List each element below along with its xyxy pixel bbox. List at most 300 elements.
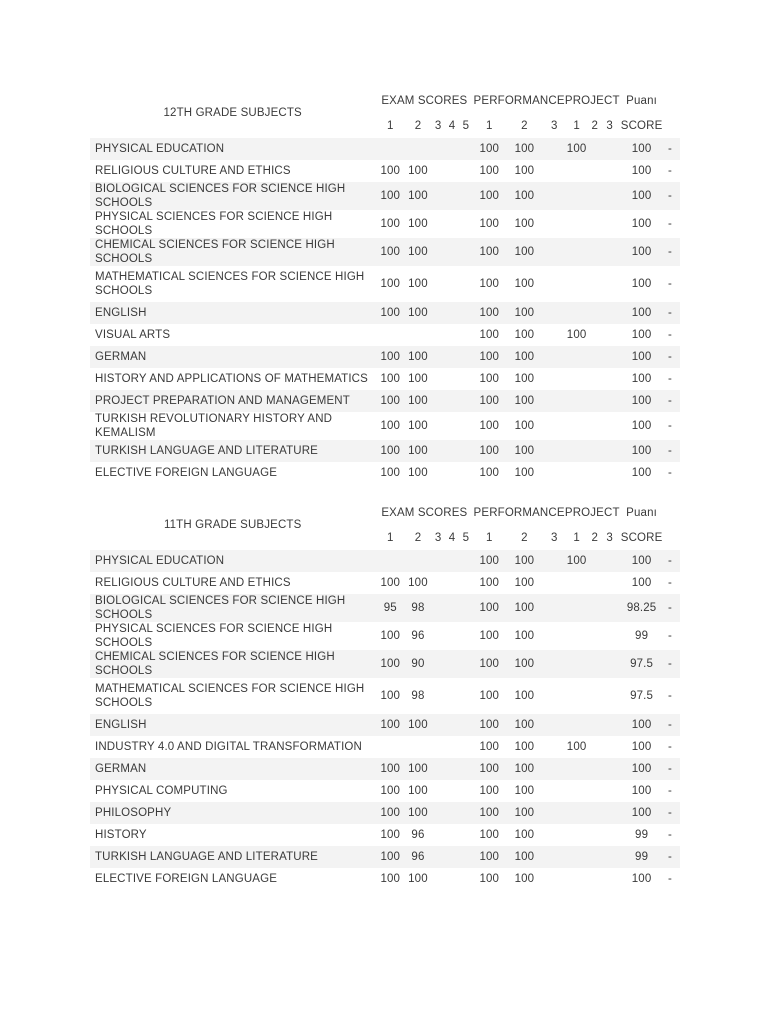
exam-2-cell: 100 — [408, 218, 428, 230]
dash-cell: - — [668, 555, 672, 567]
project-3-cell — [601, 412, 618, 440]
perf-2-cell: 100 — [514, 658, 535, 670]
exam-1-cell: 100 — [380, 373, 401, 385]
dash-cell: - — [668, 785, 672, 797]
exam-1-cell: 100 — [380, 873, 401, 885]
table-row — [90, 736, 680, 758]
proj-col-1: 1 — [573, 119, 580, 132]
exam-2-cell: 90 — [411, 658, 425, 670]
dash-cell: - — [668, 719, 672, 731]
score-cell: 100 — [631, 329, 652, 341]
exam-4-cell — [446, 868, 459, 890]
subject-cell: PHYSICAL SCIENCES FOR SCIENCE HIGH SCHOOLS — [95, 211, 333, 237]
project-2-cell — [588, 594, 601, 622]
score-cell: 100 — [631, 218, 652, 230]
project-3-cell — [601, 572, 618, 594]
exam-1-cell: 100 — [380, 807, 401, 819]
perf-1-cell: 100 — [479, 218, 500, 230]
project-2-cell — [588, 868, 601, 890]
project-3-cell — [601, 714, 618, 736]
perf-3-cell — [544, 440, 565, 462]
exam-1-cell: 100 — [380, 763, 401, 775]
exam-5-cell — [458, 238, 473, 266]
perf-3-cell — [544, 368, 565, 390]
exam-1-cell: 100 — [380, 719, 401, 731]
proj-col-3: 3 — [606, 119, 613, 132]
exam-3-cell — [431, 440, 446, 462]
perf-1-cell: 100 — [479, 467, 500, 479]
score-cell: 100 — [631, 445, 652, 457]
exam-3-cell — [431, 650, 446, 678]
exam-5-cell — [458, 824, 473, 846]
project-3-cell — [601, 266, 618, 302]
perf-1-cell: 100 — [479, 351, 500, 363]
score-cell: 100 — [631, 351, 652, 363]
perf-3-cell — [544, 622, 565, 650]
dash-cell: - — [668, 445, 672, 457]
exam-2-cell: 100 — [408, 577, 428, 589]
score-cell: 100 — [631, 741, 652, 753]
proj-col-1: 1 — [573, 531, 580, 544]
perf-3-cell — [544, 868, 565, 890]
dash-cell: - — [668, 190, 672, 202]
dash-cell: - — [668, 658, 672, 670]
exam-3-cell — [431, 266, 446, 302]
table-row — [90, 368, 680, 390]
exam-1-cell: 100 — [380, 165, 401, 177]
project-1-cell — [565, 266, 588, 302]
exam-5-cell — [458, 868, 473, 890]
perf-col-1: 1 — [486, 119, 493, 132]
table-row — [90, 160, 680, 182]
project-3-cell — [601, 440, 618, 462]
score-cell: 100 — [631, 373, 652, 385]
exam-5-cell — [458, 802, 473, 824]
project-1-cell — [565, 346, 588, 368]
perf-3-cell — [544, 238, 565, 266]
project-2-cell — [588, 324, 601, 346]
project-1-cell — [565, 440, 588, 462]
exam-col-4: 4 — [448, 119, 456, 132]
subject-cell: PROJECT PREPARATION AND MANAGEMENT — [95, 395, 350, 407]
exam-2-cell: 100 — [408, 351, 428, 363]
project-2-cell — [588, 302, 601, 324]
score-cell: 100 — [631, 278, 652, 290]
project-3-cell — [601, 462, 618, 484]
exam-2-cell — [405, 324, 431, 346]
project-3-cell — [601, 182, 618, 210]
exam-col-4: 4 — [448, 531, 456, 544]
table-row — [90, 846, 680, 868]
exam-3-cell — [431, 678, 446, 714]
exam-3-cell — [431, 210, 446, 238]
perf-col-3: 3 — [550, 119, 558, 132]
perf-3-cell — [544, 138, 565, 160]
exam-1-cell: 100 — [380, 218, 401, 230]
exam-1-cell — [375, 736, 405, 758]
project-2-cell — [588, 160, 601, 182]
perf-3-cell — [544, 324, 565, 346]
exam-1-cell: 100 — [380, 577, 401, 589]
perf-3-cell — [544, 182, 565, 210]
project-1-cell — [565, 780, 588, 802]
table-row — [90, 550, 680, 572]
project-1-cell — [565, 650, 588, 678]
exam-2-cell: 96 — [411, 851, 425, 863]
exam-4-cell — [446, 210, 459, 238]
subject-cell: MATHEMATICAL SCIENCES FOR SCIENCE HIGH SCHOOLS — [95, 271, 365, 297]
exam-5-cell — [458, 572, 473, 594]
exam-5-cell — [458, 324, 473, 346]
score-cell: 100 — [631, 873, 652, 885]
dash-cell: - — [668, 741, 672, 753]
project-3-cell — [601, 650, 618, 678]
score-cell: 100 — [631, 307, 652, 319]
perf-3-cell — [544, 678, 565, 714]
exam-4-cell — [446, 368, 459, 390]
project-2-cell — [588, 346, 601, 368]
project-2-cell — [588, 846, 601, 868]
perf-3-cell — [544, 266, 565, 302]
project-3-cell — [601, 302, 618, 324]
table-row — [90, 238, 680, 266]
exam-2-cell: 100 — [408, 785, 428, 797]
table-row — [90, 868, 680, 890]
project-2-cell — [588, 368, 601, 390]
dash-cell: - — [668, 602, 672, 614]
perf-2-cell: 100 — [514, 143, 535, 155]
dash-cell: - — [668, 395, 672, 407]
perf-1-cell: 100 — [479, 143, 500, 155]
score-cell: 100 — [631, 719, 652, 731]
perf-2-cell: 100 — [514, 246, 535, 258]
project-2-cell — [588, 650, 601, 678]
exam-5-cell — [458, 622, 473, 650]
exam-5-cell — [458, 650, 473, 678]
project-1-cell: 100 — [566, 555, 587, 567]
perf-2-cell: 100 — [514, 630, 535, 642]
dash-cell: - — [668, 329, 672, 341]
exam-5-cell — [458, 302, 473, 324]
project-1-cell — [565, 846, 588, 868]
perf-3-cell — [544, 824, 565, 846]
exam-4-cell — [446, 238, 459, 266]
exam-3-cell — [431, 324, 446, 346]
project-3-cell — [601, 346, 618, 368]
project-3-cell — [601, 324, 618, 346]
exam-4-cell — [446, 758, 459, 780]
exam-3-cell — [431, 390, 446, 412]
exam-5-cell — [458, 736, 473, 758]
exam-1-cell: 95 — [383, 602, 397, 614]
subject-cell: PHILOSOPHY — [95, 807, 172, 819]
perf-1-cell: 100 — [479, 658, 500, 670]
exam-4-cell — [446, 714, 459, 736]
project-1-cell — [565, 238, 588, 266]
score-cell: 100 — [631, 165, 652, 177]
exam-col-3: 3 — [434, 531, 442, 544]
table-row — [90, 594, 680, 622]
project-1-cell — [565, 182, 588, 210]
subject-cell: BIOLOGICAL SCIENCES FOR SCIENCE HIGH SCHOOLS — [95, 595, 346, 621]
perf-2-cell: 100 — [514, 577, 535, 589]
project-2-cell — [588, 390, 601, 412]
exam-2-cell: 100 — [408, 719, 428, 731]
exam-2-cell: 100 — [408, 307, 428, 319]
project-1-cell — [565, 758, 588, 780]
dash-cell: - — [668, 851, 672, 863]
grade-12-rows — [90, 138, 680, 484]
dash-cell: - — [668, 829, 672, 841]
exam-3-cell — [431, 714, 446, 736]
project-2-cell — [588, 182, 601, 210]
exam-4-cell — [446, 802, 459, 824]
project-3-cell — [601, 736, 618, 758]
subject-cell: ENGLISH — [95, 719, 147, 731]
exam-1-cell — [375, 324, 405, 346]
project-2-cell — [588, 550, 601, 572]
exam-1-cell: 100 — [380, 395, 401, 407]
exam-1-cell: 100 — [380, 420, 401, 432]
exam-1-cell: 100 — [380, 307, 401, 319]
exam-2-cell: 100 — [408, 873, 428, 885]
perf-2-cell: 100 — [514, 165, 535, 177]
exam-3-cell — [431, 368, 446, 390]
dash-cell: - — [668, 278, 672, 290]
table-row — [90, 824, 680, 846]
dash-cell: - — [668, 165, 672, 177]
perf-3-cell — [544, 650, 565, 678]
exam-3-cell — [431, 138, 446, 160]
score-cell: 98.25 — [626, 602, 657, 614]
dash-cell: - — [668, 307, 672, 319]
perf-2-cell: 100 — [514, 785, 535, 797]
exam-4-cell — [446, 324, 459, 346]
grade-12-table — [90, 88, 680, 484]
project-header: PROJECT — [564, 506, 620, 519]
perf-2-cell: 100 — [514, 395, 535, 407]
exam-5-cell — [458, 368, 473, 390]
dash-cell: - — [668, 218, 672, 230]
exam-3-cell — [431, 572, 446, 594]
table-row — [90, 266, 680, 302]
score-cell: 100 — [631, 395, 652, 407]
exam-4-cell — [446, 302, 459, 324]
exam-2-cell: 100 — [408, 420, 428, 432]
project-1-cell: 100 — [566, 329, 587, 341]
perf-2-cell: 100 — [514, 829, 535, 841]
perf-2-cell: 100 — [514, 602, 535, 614]
project-3-cell — [601, 368, 618, 390]
exam-2-cell: 100 — [408, 807, 428, 819]
score-cell: 100 — [631, 420, 652, 432]
project-1-cell — [565, 868, 588, 890]
score-cell: 97.5 — [630, 690, 654, 702]
subject-cell: TURKISH REVOLUTIONARY HISTORY AND KEMALISM — [95, 413, 333, 439]
exam-scores-header: EXAM SCORES — [381, 506, 468, 519]
table-row — [90, 714, 680, 736]
score-cell: 100 — [631, 190, 652, 202]
exam-4-cell — [446, 622, 459, 650]
subject-cell: CHEMICAL SCIENCES FOR SCIENCE HIGH SCHOOLS — [95, 239, 335, 265]
perf-1-cell: 100 — [479, 851, 500, 863]
perf-2-cell: 100 — [514, 445, 535, 457]
exam-1-cell: 100 — [380, 190, 401, 202]
score-cell: 97.5 — [630, 658, 654, 670]
exam-5-cell — [458, 846, 473, 868]
perf-1-cell: 100 — [479, 373, 500, 385]
project-2-cell — [588, 758, 601, 780]
perf-2-cell: 100 — [514, 329, 535, 341]
exam-4-cell — [446, 678, 459, 714]
exam-col-1: 1 — [387, 119, 394, 132]
exam-3-cell — [431, 182, 446, 210]
project-1-cell — [565, 462, 588, 484]
exam-1-cell: 100 — [380, 785, 401, 797]
project-1-cell — [565, 714, 588, 736]
perf-3-cell — [544, 302, 565, 324]
exam-4-cell — [446, 266, 459, 302]
perf-3-cell — [544, 780, 565, 802]
score-cell: 100 — [631, 246, 652, 258]
dash-cell: - — [668, 630, 672, 642]
perf-1-cell: 100 — [479, 741, 500, 753]
subject-cell: HISTORY AND APPLICATIONS OF MATHEMATICS — [95, 373, 368, 385]
exam-4-cell — [446, 346, 459, 368]
perf-1-cell: 100 — [479, 690, 500, 702]
exam-4-cell — [446, 462, 459, 484]
perf-2-cell: 100 — [514, 307, 535, 319]
perf-3-cell — [544, 802, 565, 824]
perf-3-cell — [544, 462, 565, 484]
exam-5-cell — [458, 462, 473, 484]
exam-5-cell — [458, 182, 473, 210]
exam-4-cell — [446, 390, 459, 412]
project-2-cell — [588, 412, 601, 440]
perf-1-cell: 100 — [479, 785, 500, 797]
perf-1-cell: 100 — [479, 555, 500, 567]
table-row — [90, 138, 680, 160]
dash-cell: - — [668, 807, 672, 819]
project-2-cell — [588, 736, 601, 758]
project-2-cell — [588, 622, 601, 650]
table-row — [90, 572, 680, 594]
subject-cell: PHYSICAL COMPUTING — [95, 785, 228, 797]
dash-cell: - — [668, 873, 672, 885]
project-2-cell — [588, 238, 601, 266]
project-3-cell — [601, 390, 618, 412]
project-3-cell — [601, 846, 618, 868]
exam-5-cell — [458, 138, 473, 160]
exam-1-cell: 100 — [380, 445, 401, 457]
exam-3-cell — [431, 824, 446, 846]
perf-2-cell: 100 — [514, 555, 535, 567]
exam-col-1: 1 — [387, 531, 394, 544]
project-3-cell — [601, 802, 618, 824]
exam-4-cell — [446, 736, 459, 758]
exam-2-cell: 98 — [411, 602, 425, 614]
exam-5-cell — [458, 780, 473, 802]
exam-5-cell — [458, 390, 473, 412]
perf-1-cell: 100 — [479, 307, 500, 319]
project-1-cell — [565, 160, 588, 182]
project-1-cell — [565, 390, 588, 412]
dash-cell: - — [668, 246, 672, 258]
score-cell: 100 — [631, 555, 652, 567]
exam-4-cell — [446, 182, 459, 210]
exam-3-cell — [431, 412, 446, 440]
table-title: 11TH GRADE SUBJECTS — [163, 519, 302, 531]
subject-cell: GERMAN — [95, 763, 147, 775]
perf-1-cell: 100 — [479, 763, 500, 775]
puani-header: Puanı — [626, 506, 657, 519]
exam-1-cell: 100 — [380, 351, 401, 363]
project-1-cell — [565, 824, 588, 846]
score-cell: 99 — [635, 630, 649, 642]
subject-cell: ELECTIVE FOREIGN LANGUAGE — [95, 467, 278, 479]
exam-2-cell: 100 — [408, 763, 428, 775]
exam-3-cell — [431, 780, 446, 802]
perf-3-cell — [544, 846, 565, 868]
perf-col-2: 2 — [521, 119, 528, 132]
exam-1-cell: 100 — [380, 630, 401, 642]
project-1-cell: 100 — [566, 741, 587, 753]
perf-col-3: 3 — [550, 531, 558, 544]
exam-5-cell — [458, 678, 473, 714]
exam-2-cell: 100 — [408, 165, 428, 177]
perf-1-cell: 100 — [479, 246, 500, 258]
grade-11-rows — [90, 550, 680, 890]
score-cell: 100 — [631, 763, 652, 775]
exam-4-cell — [446, 550, 459, 572]
puani-header: Puanı — [626, 94, 657, 107]
grade-11-table — [90, 500, 680, 890]
project-2-cell — [588, 572, 601, 594]
exam-3-cell — [431, 160, 446, 182]
subject-cell: MATHEMATICAL SCIENCES FOR SCIENCE HIGH SCHOOLS — [95, 683, 365, 709]
perf-1-cell: 100 — [479, 278, 500, 290]
exam-scores-header: EXAM SCORES — [381, 94, 468, 107]
exam-3-cell — [431, 868, 446, 890]
exam-1-cell: 100 — [380, 246, 401, 258]
score-cell: 100 — [631, 143, 652, 155]
exam-3-cell — [431, 302, 446, 324]
table-title: 12TH GRADE SUBJECTS — [163, 107, 302, 119]
perf-1-cell: 100 — [479, 829, 500, 841]
exam-5-cell — [458, 550, 473, 572]
exam-3-cell — [431, 238, 446, 266]
project-3-cell — [601, 594, 618, 622]
perf-3-cell — [544, 758, 565, 780]
perf-col-2: 2 — [521, 531, 528, 544]
subject-cell: HISTORY — [95, 829, 147, 841]
project-2-cell — [588, 824, 601, 846]
exam-2-cell: 100 — [408, 467, 428, 479]
perf-2-cell: 100 — [514, 741, 535, 753]
project-2-cell — [588, 138, 601, 160]
subject-cell: GERMAN — [95, 351, 147, 363]
project-1-cell — [565, 302, 588, 324]
perf-1-cell: 100 — [479, 807, 500, 819]
project-1-cell — [565, 622, 588, 650]
subject-cell: PHYSICAL EDUCATION — [95, 143, 225, 155]
proj-col-3: 3 — [606, 531, 613, 544]
perf-1-cell: 100 — [479, 190, 500, 202]
exam-2-cell: 96 — [411, 829, 425, 841]
exam-col-3: 3 — [434, 119, 442, 132]
exam-2-cell: 100 — [408, 395, 428, 407]
subject-cell: TURKISH LANGUAGE AND LITERATURE — [95, 851, 318, 863]
